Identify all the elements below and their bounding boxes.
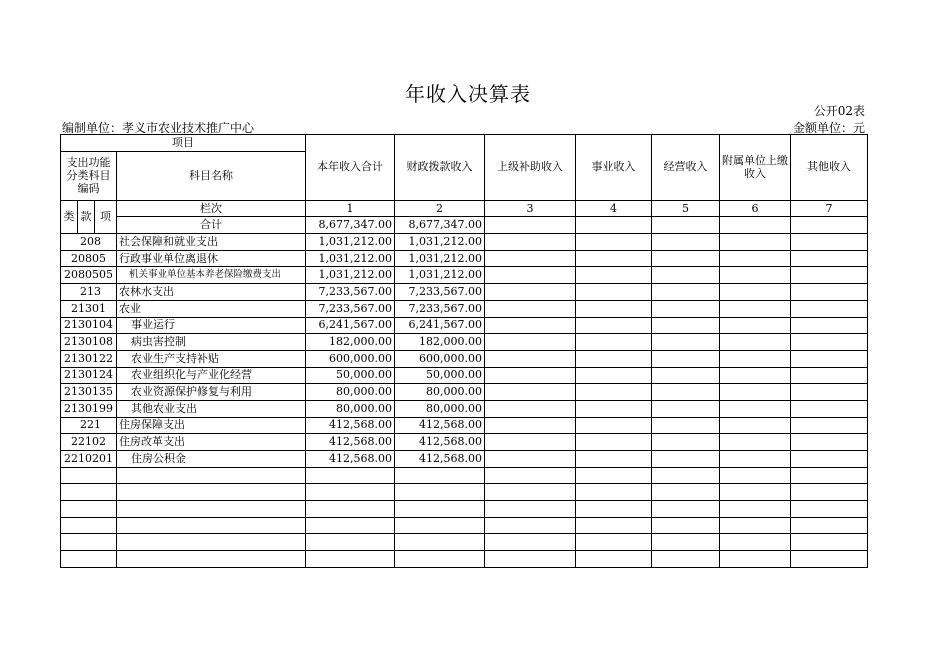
amount-cell-4 [576, 250, 652, 267]
amount-cell-6 [720, 367, 791, 384]
subject-code: 21301 [61, 300, 117, 317]
subject-code: 221 [61, 417, 117, 434]
empty-cell [652, 484, 720, 501]
amount-cell-3 [485, 350, 576, 367]
table-row [61, 234, 868, 251]
empty-cell [720, 551, 791, 568]
amount-cell-2: 412,568.00 [395, 434, 485, 451]
amount-cell-1: 1,031,212.00 [306, 250, 395, 267]
amount-cell-5 [652, 300, 720, 317]
amount-cell-3 [485, 234, 576, 251]
col-header-7: 其他收入 [791, 135, 868, 201]
code-group-header: 支出功能分类科目编码 [61, 151, 117, 200]
amount-cell-4 [576, 284, 652, 301]
empty-cell [485, 534, 576, 551]
empty-cell [576, 467, 652, 484]
amount-cell-1: 50,000.00 [306, 367, 395, 384]
lanci-label: 栏次 [117, 200, 306, 217]
col-num-4: 4 [576, 200, 652, 217]
empty-cell [720, 534, 791, 551]
amount-cell-5 [652, 334, 720, 351]
amount-cell-7 [791, 334, 868, 351]
subject-name: 事业运行 [117, 317, 306, 334]
amount-cell-2: 600,000.00 [395, 350, 485, 367]
empty-cell [61, 484, 117, 501]
table-row [61, 384, 868, 401]
amount-cell-1: 412,568.00 [306, 451, 395, 468]
amount-cell-2: 182,000.00 [395, 334, 485, 351]
empty-row [61, 551, 868, 568]
subject-name: 农业 [117, 300, 306, 317]
empty-cell [485, 484, 576, 501]
table-row [61, 267, 868, 284]
amount-cell-1: 412,568.00 [306, 434, 395, 451]
empty-cell [395, 501, 485, 518]
amount-cell-4 [576, 234, 652, 251]
empty-cell [117, 534, 306, 551]
col-num-5: 5 [652, 200, 720, 217]
empty-cell [791, 467, 868, 484]
amount-cell-5 [652, 367, 720, 384]
amount-cell-2: 412,568.00 [395, 451, 485, 468]
table-row [61, 400, 868, 417]
kuan-header: 款 [78, 200, 95, 233]
amount-cell-5 [652, 400, 720, 417]
amount-cell-3 [485, 334, 576, 351]
subject-code: 2130108 [61, 334, 117, 351]
empty-cell [61, 534, 117, 551]
empty-cell [791, 551, 868, 568]
total-cell-4 [576, 217, 652, 234]
subject-code: 22102 [61, 434, 117, 451]
col-num-6: 6 [720, 200, 791, 217]
amount-cell-4 [576, 384, 652, 401]
project-header: 项目 [61, 135, 306, 152]
subject-name: 农业组织化与产业化经营 [117, 367, 306, 384]
amount-cell-4 [576, 334, 652, 351]
amount-cell-3 [485, 300, 576, 317]
table-row [61, 334, 868, 351]
report-title: 年收入决算表 [405, 82, 531, 106]
amount-cell-2: 6,241,567.00 [395, 317, 485, 334]
total-cell-1: 8,677,347.00 [306, 217, 395, 234]
amount-unit: 金额单位：元 [792, 121, 865, 135]
amount-cell-2: 7,233,567.00 [395, 284, 485, 301]
amount-cell-2: 1,031,212.00 [395, 267, 485, 284]
amount-cell-6 [720, 384, 791, 401]
subject-name: 其他农业支出 [117, 400, 306, 417]
empty-cell [306, 484, 395, 501]
table-row [61, 284, 868, 301]
amount-cell-2: 1,031,212.00 [395, 250, 485, 267]
empty-row [61, 517, 868, 534]
amount-cell-4 [576, 451, 652, 468]
amount-cell-1: 412,568.00 [306, 417, 395, 434]
amount-cell-7 [791, 350, 868, 367]
amount-cell-5 [652, 284, 720, 301]
empty-cell [395, 484, 485, 501]
subject-code: 2130122 [61, 350, 117, 367]
subject-name: 住房公积金 [117, 451, 306, 468]
empty-cell [485, 517, 576, 534]
empty-cell [791, 484, 868, 501]
subject-code: 2130199 [61, 400, 117, 417]
subject-name: 病虫害控制 [117, 334, 306, 351]
col-header-3: 上级补助收入 [485, 135, 576, 201]
empty-cell [117, 467, 306, 484]
table-row [61, 367, 868, 384]
amount-cell-4 [576, 400, 652, 417]
amount-cell-1: 1,031,212.00 [306, 267, 395, 284]
amount-cell-3 [485, 284, 576, 301]
subject-name: 农林水支出 [117, 284, 306, 301]
amount-cell-6 [720, 267, 791, 284]
amount-cell-3 [485, 267, 576, 284]
empty-cell [395, 551, 485, 568]
total-cell-7 [791, 217, 868, 234]
empty-cell [652, 501, 720, 518]
amount-cell-6 [720, 250, 791, 267]
empty-cell [306, 534, 395, 551]
subject-code: 208 [61, 234, 117, 251]
subject-name: 住房改革支出 [117, 434, 306, 451]
amount-cell-5 [652, 451, 720, 468]
amount-cell-5 [652, 317, 720, 334]
amount-cell-4 [576, 417, 652, 434]
amount-cell-2: 50,000.00 [395, 367, 485, 384]
empty-cell [720, 484, 791, 501]
total-cell-3 [485, 217, 576, 234]
amount-cell-4 [576, 267, 652, 284]
empty-cell [306, 467, 395, 484]
empty-cell [395, 467, 485, 484]
amount-cell-6 [720, 350, 791, 367]
amount-cell-7 [791, 417, 868, 434]
empty-cell [61, 467, 117, 484]
table-row [61, 317, 868, 334]
amount-cell-6 [720, 417, 791, 434]
income-table [60, 134, 868, 568]
empty-cell [61, 501, 117, 518]
subject-code: 213 [61, 284, 117, 301]
empty-row [61, 484, 868, 501]
amount-cell-1: 7,233,567.00 [306, 284, 395, 301]
empty-row [61, 534, 868, 551]
empty-cell [791, 501, 868, 518]
empty-cell [576, 551, 652, 568]
col-header-2: 财政拨款收入 [395, 135, 485, 201]
empty-cell [117, 484, 306, 501]
empty-cell [117, 501, 306, 518]
amount-cell-1: 80,000.00 [306, 400, 395, 417]
amount-cell-2: 80,000.00 [395, 384, 485, 401]
empty-cell [61, 551, 117, 568]
empty-cell [306, 517, 395, 534]
amount-cell-5 [652, 350, 720, 367]
subject-name: 农业生产支持补贴 [117, 350, 306, 367]
subject-name: 行政事业单位离退休 [117, 250, 306, 267]
col-num-3: 3 [485, 200, 576, 217]
amount-cell-7 [791, 434, 868, 451]
amount-cell-7 [791, 300, 868, 317]
xiang-header: 项 [95, 200, 117, 233]
empty-cell [395, 534, 485, 551]
total-cell-2: 8,677,347.00 [395, 217, 485, 234]
amount-cell-2: 7,233,567.00 [395, 300, 485, 317]
amount-cell-4 [576, 317, 652, 334]
empty-row [61, 501, 868, 518]
amount-cell-7 [791, 317, 868, 334]
compiling-unit: 编制单位：孝义市农业技术推广中心 [62, 121, 255, 135]
subject-name: 住房保障支出 [117, 417, 306, 434]
amount-cell-5 [652, 234, 720, 251]
amount-cell-6 [720, 300, 791, 317]
amount-cell-3 [485, 317, 576, 334]
empty-cell [117, 551, 306, 568]
amount-cell-2: 1,031,212.00 [395, 234, 485, 251]
amount-cell-6 [720, 434, 791, 451]
empty-cell [720, 467, 791, 484]
empty-cell [652, 467, 720, 484]
empty-cell [576, 534, 652, 551]
amount-cell-3 [485, 400, 576, 417]
amount-cell-2: 80,000.00 [395, 400, 485, 417]
table-row [61, 417, 868, 434]
amount-cell-3 [485, 384, 576, 401]
subject-code: 2080505 [61, 267, 117, 284]
empty-cell [306, 501, 395, 518]
subject-code: 2130135 [61, 384, 117, 401]
amount-cell-1: 600,000.00 [306, 350, 395, 367]
amount-cell-1: 6,241,567.00 [306, 317, 395, 334]
empty-cell [395, 517, 485, 534]
amount-cell-7 [791, 234, 868, 251]
amount-cell-4 [576, 367, 652, 384]
table-header [61, 135, 868, 234]
empty-cell [791, 534, 868, 551]
empty-cell [485, 551, 576, 568]
amount-cell-1: 7,233,567.00 [306, 300, 395, 317]
empty-cell [61, 517, 117, 534]
lei-header: 类 [61, 200, 78, 233]
amount-cell-6 [720, 400, 791, 417]
amount-cell-1: 80,000.00 [306, 384, 395, 401]
amount-cell-5 [652, 267, 720, 284]
subject-name: 社会保障和就业支出 [117, 234, 306, 251]
amount-cell-1: 1,031,212.00 [306, 234, 395, 251]
amount-cell-4 [576, 434, 652, 451]
empty-cell [485, 467, 576, 484]
amount-cell-4 [576, 300, 652, 317]
table-row [61, 300, 868, 317]
table-row [61, 451, 868, 468]
col-num-7: 7 [791, 200, 868, 217]
amount-cell-3 [485, 417, 576, 434]
table-row [61, 350, 868, 367]
amount-cell-7 [791, 384, 868, 401]
form-number: 公开02表 [813, 104, 865, 118]
amount-cell-7 [791, 250, 868, 267]
subject-name: 机关事业单位基本养老保险缴费支出 [117, 267, 306, 284]
amount-cell-6 [720, 317, 791, 334]
table-row [61, 250, 868, 267]
amount-cell-5 [652, 434, 720, 451]
total-label: 合计 [117, 217, 306, 234]
empty-cell [791, 517, 868, 534]
empty-cell [720, 501, 791, 518]
amount-cell-5 [652, 250, 720, 267]
amount-cell-7 [791, 267, 868, 284]
amount-cell-5 [652, 384, 720, 401]
subject-code: 2130104 [61, 317, 117, 334]
amount-cell-1: 182,000.00 [306, 334, 395, 351]
table-body [61, 234, 868, 568]
empty-cell [652, 551, 720, 568]
empty-cell [117, 517, 306, 534]
amount-cell-7 [791, 367, 868, 384]
amount-cell-6 [720, 334, 791, 351]
col-num-1: 1 [306, 200, 395, 217]
empty-cell [652, 534, 720, 551]
amount-cell-6 [720, 284, 791, 301]
amount-cell-3 [485, 451, 576, 468]
amount-cell-7 [791, 284, 868, 301]
amount-cell-3 [485, 367, 576, 384]
empty-cell [652, 517, 720, 534]
table-row [61, 434, 868, 451]
empty-cell [576, 484, 652, 501]
amount-cell-3 [485, 250, 576, 267]
amount-cell-4 [576, 350, 652, 367]
amount-cell-2: 412,568.00 [395, 417, 485, 434]
col-header-5: 经营收入 [652, 135, 720, 201]
col-header-4: 事业收入 [576, 135, 652, 201]
subject-code: 2130124 [61, 367, 117, 384]
subject-code: 20805 [61, 250, 117, 267]
empty-cell [485, 501, 576, 518]
amount-cell-6 [720, 234, 791, 251]
amount-cell-6 [720, 451, 791, 468]
col-num-2: 2 [395, 200, 485, 217]
col-header-6: 附属单位上缴收入 [720, 135, 791, 201]
total-cell-5 [652, 217, 720, 234]
empty-cell [576, 517, 652, 534]
empty-row [61, 467, 868, 484]
amount-cell-3 [485, 434, 576, 451]
amount-cell-5 [652, 417, 720, 434]
subject-name: 农业资源保护修复与利用 [117, 384, 306, 401]
empty-cell [720, 517, 791, 534]
total-cell-6 [720, 217, 791, 234]
subject-name-header: 科目名称 [117, 151, 306, 200]
col-header-1: 本年收入合计 [306, 135, 395, 201]
amount-cell-7 [791, 451, 868, 468]
subject-code: 2210201 [61, 451, 117, 468]
empty-cell [576, 501, 652, 518]
amount-cell-7 [791, 400, 868, 417]
empty-cell [306, 551, 395, 568]
